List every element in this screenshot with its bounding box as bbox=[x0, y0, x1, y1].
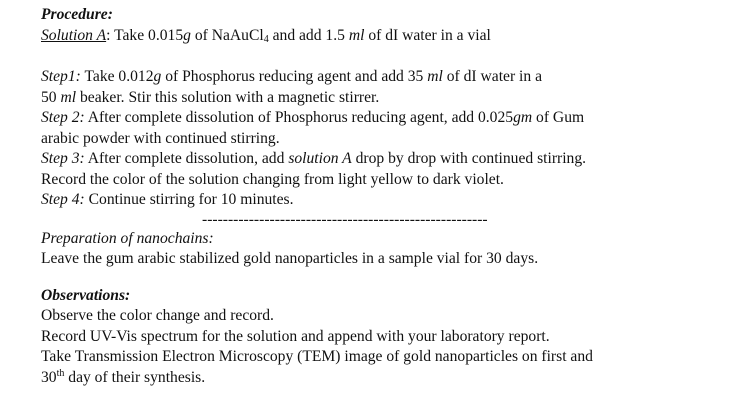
spacer bbox=[41, 270, 741, 286]
step2-line1: Step 2: After complete dissolution of Phosphorus reducing agent, add 0.025gm of Gum bbox=[41, 109, 585, 126]
observations-line3: Take Transmission Electron Microscopy (TEM) image of gold nanoparticles on first and bbox=[41, 348, 593, 365]
observations-line1: Observe the color change and record. bbox=[41, 307, 274, 324]
nanochains-heading: Preparation of nanochains: bbox=[41, 229, 214, 247]
solution-a-line: Solution A: Take 0.015g of NaAuCl$_4$ and add 1.5 ml of dI water in a vial bbox=[41, 26, 491, 45]
step1-label: Step1: bbox=[41, 68, 81, 85]
observations-line4: 30th day of their synthesis. bbox=[41, 367, 206, 386]
step3-line1: Step 3: After complete dissolution, add solution A drop by drop with continued stirring. bbox=[41, 150, 587, 167]
dashed-separator: ------------------------------------------------------- bbox=[202, 210, 488, 228]
step1-line2: 50 ml beaker. Stir this solution with a magnetic stirrer. bbox=[41, 88, 380, 106]
step3-label: Step 3: bbox=[41, 150, 85, 167]
observations-heading: Observations: bbox=[41, 286, 131, 304]
step4-line: Step 4: Continue stirring for 10 minutes. bbox=[41, 191, 294, 208]
procedure-document bbox=[41, 5, 741, 388]
nanochains-text: Leave the gum arabic stabilized gold nanoparticles in a sample vial for 30 days. bbox=[41, 250, 539, 267]
step2-line2: arabic powder with continued stirring. bbox=[41, 129, 280, 147]
step2-label: Step 2: bbox=[41, 109, 85, 126]
solution-a-label: Solution A bbox=[41, 26, 107, 44]
step4-label: Step 4: bbox=[41, 191, 85, 208]
observations-line2: Record UV-Vis spectrum for the solution and append with your laboratory report. bbox=[41, 327, 550, 345]
procedure-heading: Procedure: bbox=[41, 6, 113, 23]
step1-line1: Step1: Take 0.012g of Phosphorus reducing agent and add 35 ml of dI water in a bbox=[41, 68, 542, 85]
spacer bbox=[41, 46, 741, 67]
step3-line2: Record the color of the solution changing from light yellow to dark violet. bbox=[41, 170, 504, 188]
